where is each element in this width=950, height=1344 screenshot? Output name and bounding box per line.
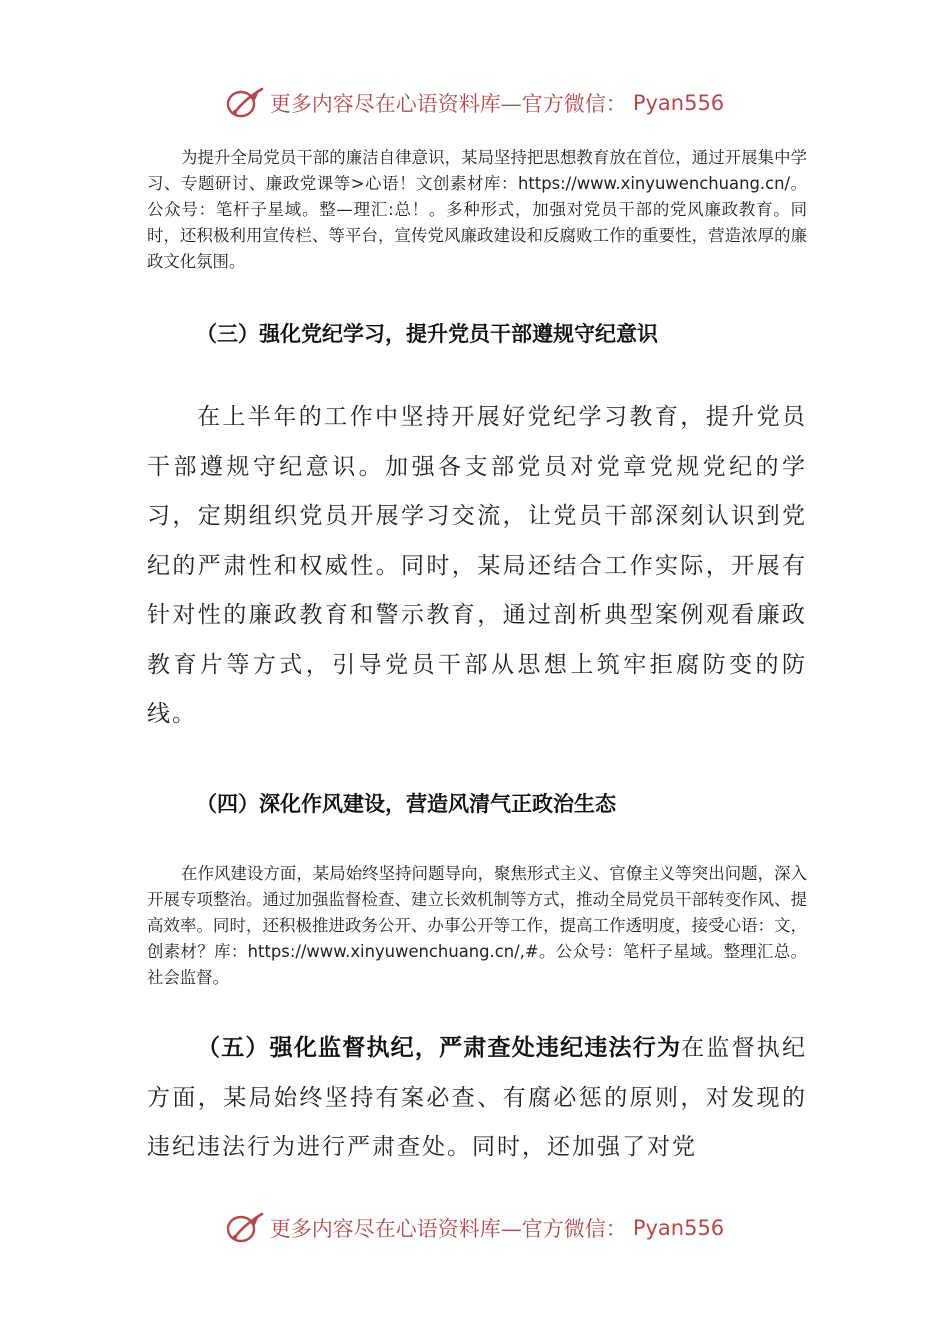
banner-text: 更多内容尽在心语资料库—官方微信：	[269, 92, 627, 116]
banner-text: 更多内容尽在心语资料库—官方微信：	[269, 1217, 627, 1241]
section-heading-4: （四）深化作风建设，营造风清气正政治生态	[196, 792, 616, 816]
section-heading-3: （三）强化党纪学习，提升党员干部遵规守纪意识	[196, 322, 658, 346]
wechat-id: Pyan556	[632, 91, 725, 115]
paragraph-section-5	[147, 1024, 807, 1173]
quill-logo-icon	[226, 1211, 264, 1245]
wechat-id: Pyan556	[632, 1216, 725, 1240]
section-heading-5: （五）强化监督执纪，严肃查处违纪违法行为	[197, 1035, 682, 1061]
quill-logo-icon	[226, 86, 264, 120]
footer-watermark-banner	[0, 1211, 950, 1245]
paragraph-section-4-text: 在作风建设方面，某局始终坚持问题导向，聚焦形式主义、官僚主义等突出问题，深入开展专项整治。通过加强监督检查、建立长效机制等方式，推动全局党员干部转变作风、提高效率。同时，还积极推进政务公开、办事公开等工作，提高工作透明度，接受心语：文，创素材？库：https://www.xinyuwenchuang.cn/,#。公众号：笔杆子星域。整理汇总。社会监督。	[147, 864, 807, 987]
paragraph-section-4	[147, 861, 807, 991]
paragraph-section-5-text: 在监督执纪方面，某局始终坚持有案必查、有腐必惩的原则，对发现的违纪违法行为进行严肃查处。同时，还加强了对党	[147, 1035, 808, 1160]
paragraph-section-3-text: 在上半年的工作中坚持开展好党纪学习教育，提升党员干部遵规守纪意识。加强各支部党员对党章党规党纪的学习，定期组织党员开展学习交流，让党员干部深刻认识到党纪的严肃性和权威性。同时，某局还结合工作实际，开展有针对性的廉政教育和警示教育，通过剖析典型案例观看廉政教育片等方式，引导党员干部从思想上筑牢拒腐防变的防线。	[147, 404, 807, 727]
paragraph-intro-text: 为提升全局党员干部的廉洁自律意识，某局坚持把思想教育放在首位，通过开展集中学习、专题研讨、廉政党课等>心语！文创素材库：https://www.xinyuwenchuang.cn/。公众号：笔杆子星域。整—理汇:总！。多种形式，加强对党员干部的党风廉政教育。同时，还积极利用宣传栏、等平台，宣传党风廉政建设和反腐败工作的重要性，营造浓厚的廉政文化氛围。	[147, 148, 807, 271]
paragraph-section-3	[147, 393, 807, 740]
paragraph-intro	[147, 145, 807, 275]
header-watermark-banner	[0, 86, 950, 120]
